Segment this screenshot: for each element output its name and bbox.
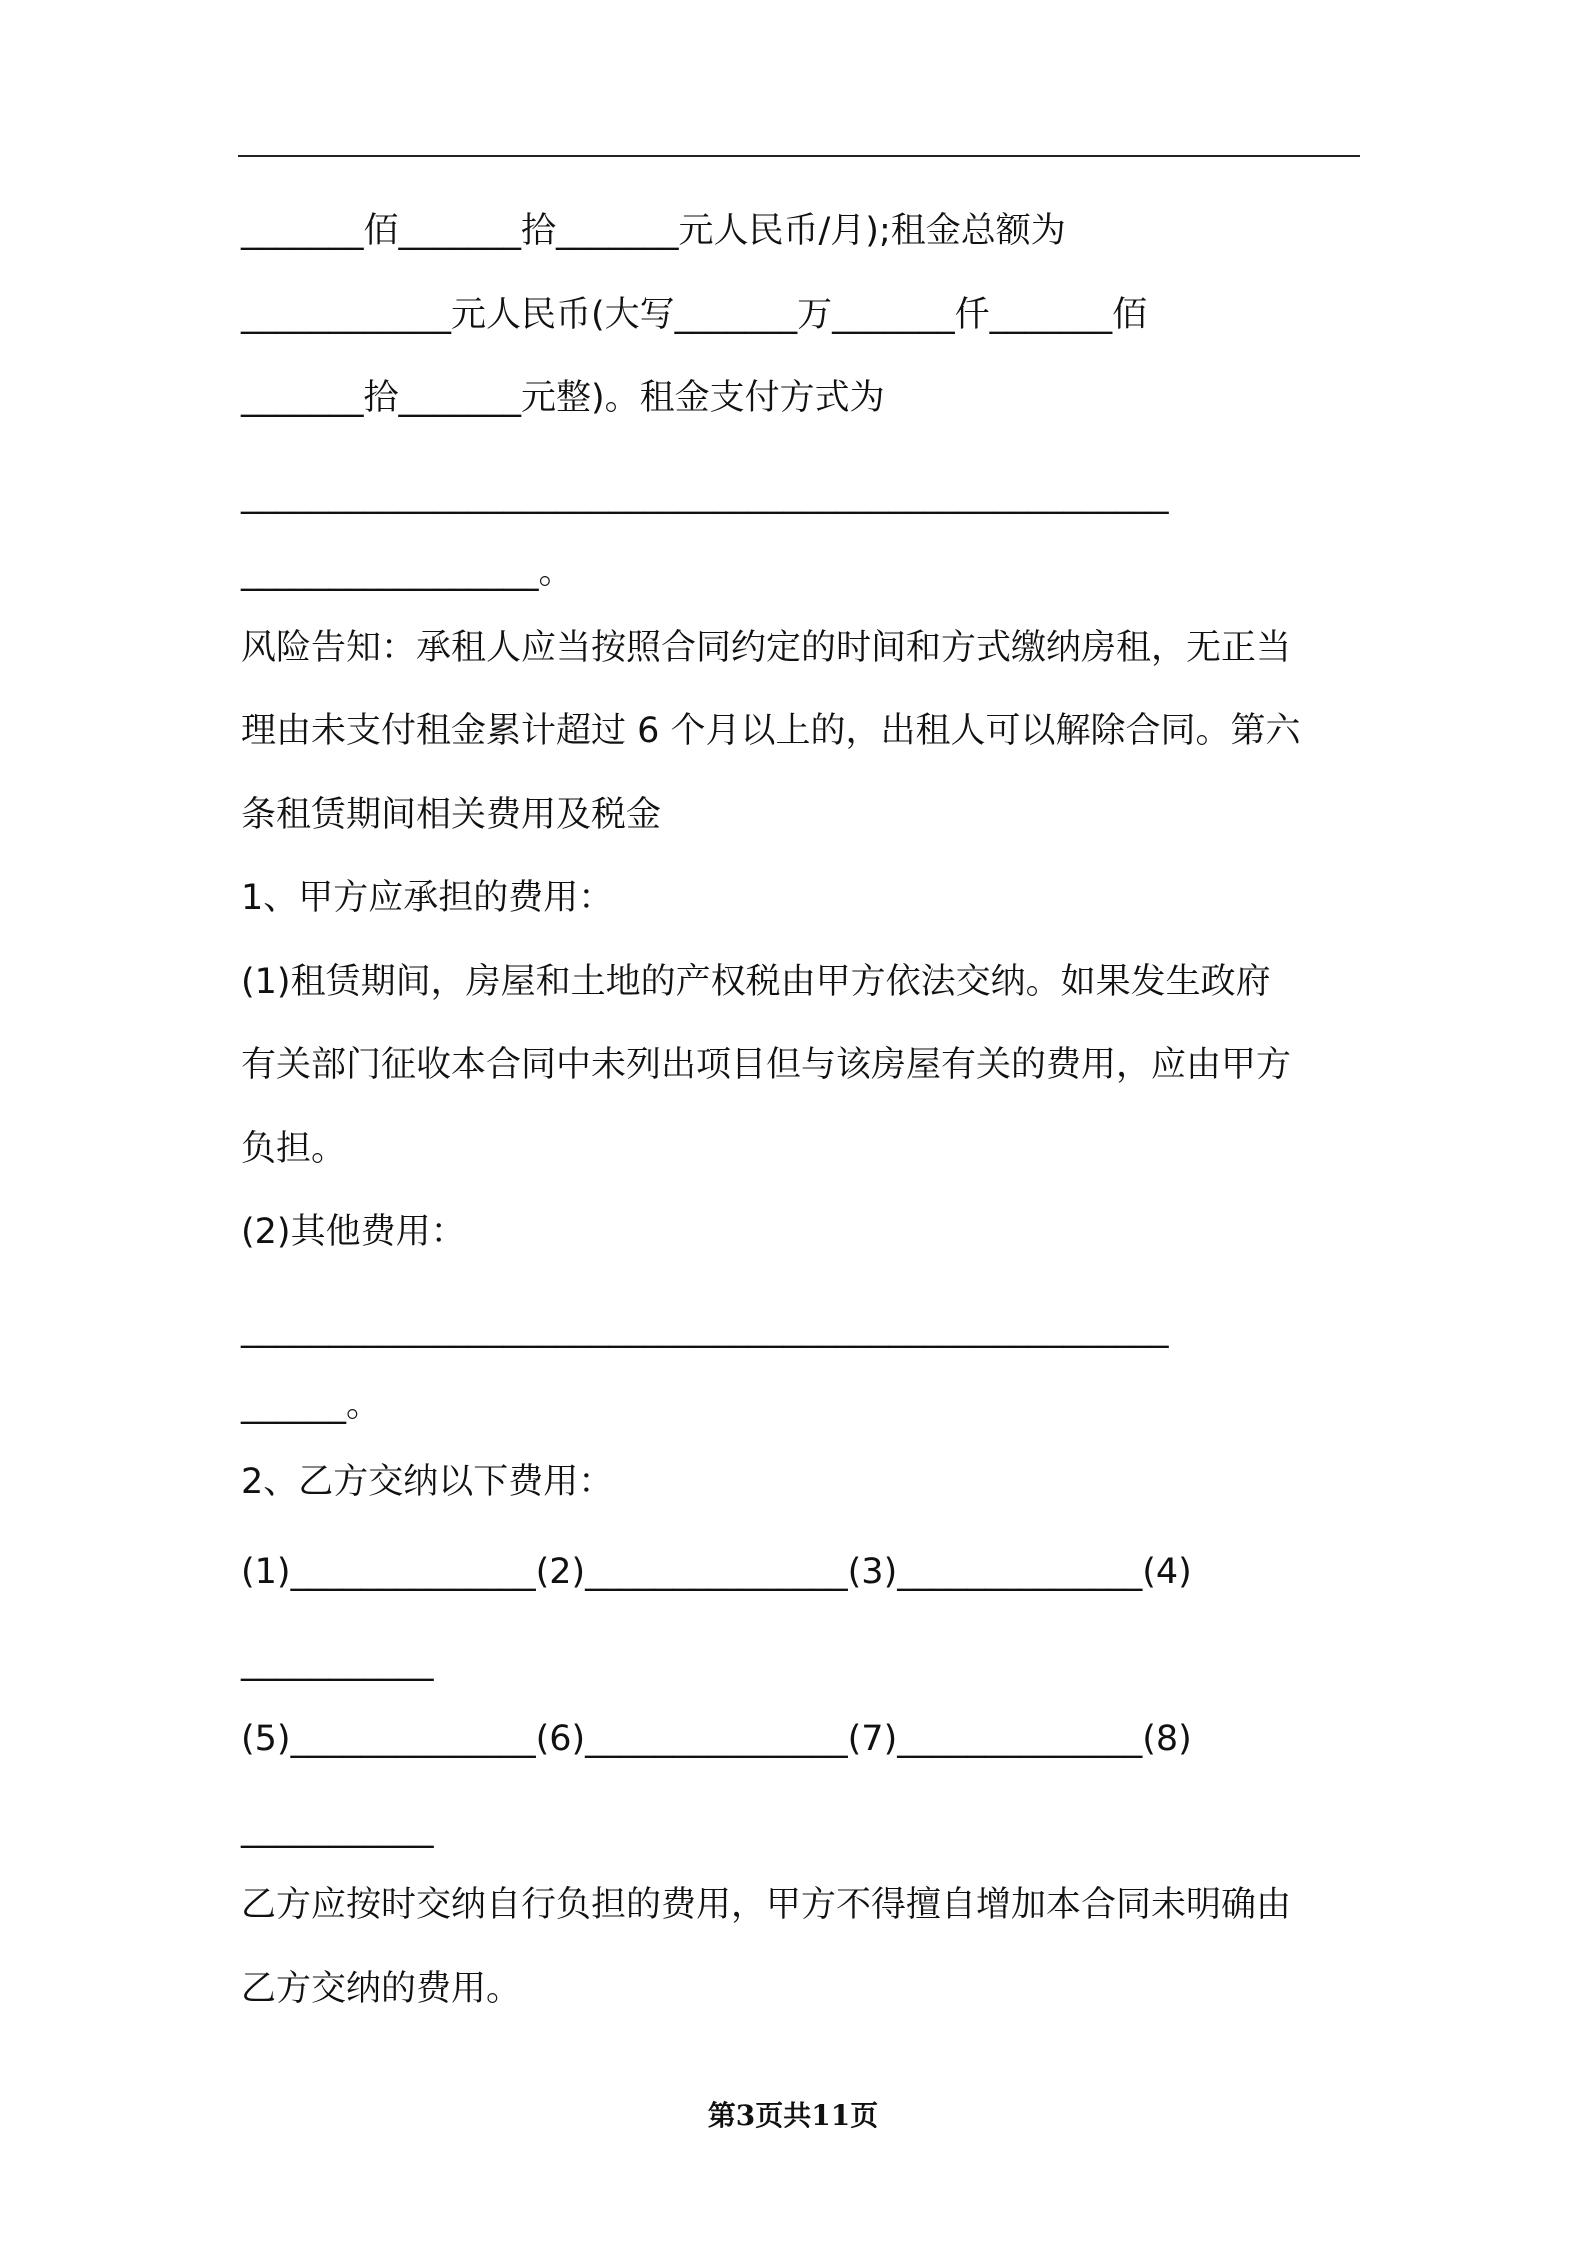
text-line: (2)其他费用： (241, 1212, 466, 1252)
text-line: 乙方应按时交纳自行负担的费用，甲方不得擅自增加本合同未明确由 (241, 1885, 1292, 1925)
text-line: ___________ (241, 1809, 434, 1849)
text-line: ______。 (241, 1385, 382, 1425)
text-line: 条租赁期间相关费用及税金 (241, 795, 662, 835)
text-line: (1)______________(2)_______________(3)______________(4) (241, 1552, 1192, 1592)
text-line: _____________________________________________________ (241, 475, 1169, 515)
text-line: _______拾_______元整)。租金支付方式为 (241, 378, 885, 418)
text-line: _____________________________________________________ (241, 1309, 1169, 1349)
text-line: ___________ (241, 1642, 434, 1682)
text-line: 2、乙方交纳以下费用： (241, 1462, 614, 1502)
text-line: 有关部门征收本合同中未列出项目但与该房屋有关的费用，应由甲方 (241, 1045, 1292, 1085)
text-line: _________________。 (241, 552, 574, 592)
page-number: 第3页共11页 (707, 2099, 879, 2132)
text-line: 负担。 (241, 1129, 347, 1169)
text-line: 风险告知：承租人应当按照合同约定的时间和方式缴纳房租，无正当 (241, 628, 1292, 668)
text-line: (1)租赁期间，房屋和土地的产权税由甲方依法交纳。如果发生政府 (241, 962, 1271, 1002)
text-line: 1、甲方应承担的费用： (241, 878, 614, 918)
text-line: ____________元人民币(大写_______万_______仟_______佰 (241, 295, 1148, 335)
text-line: (5)______________(6)_______________(7)______________(8) (241, 1719, 1192, 1759)
text-line: _______佰_______拾_______元人民币/月);租金总额为 (241, 211, 1066, 251)
text-line: 乙方交纳的费用。 (241, 1969, 522, 2009)
header-divider (238, 155, 1360, 157)
text-line: 理由未支付租金累计超过 6 个月以上的，出租人可以解除合同。第六 (241, 711, 1301, 751)
